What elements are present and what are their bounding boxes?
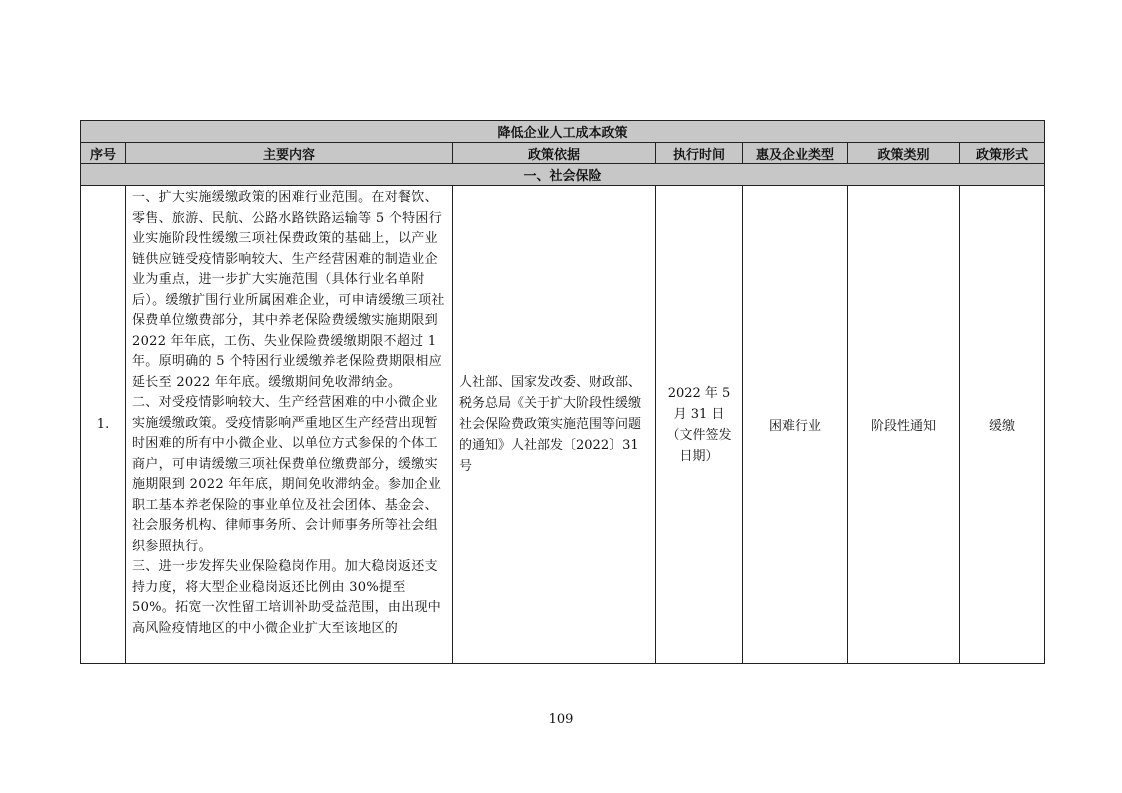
table-title: 降低企业人工成本政策 [81,121,1045,143]
header-index: 序号 [81,143,126,164]
header-content: 主要内容 [126,143,453,164]
row-basis-cell [453,186,656,664]
content-paragraph: 三、进一步发挥失业保险稳岗作用。加大稳岗返还支持力度，将大型企业稳岗返还比例由 30%提至 50%。拓宽一次性留工培训补助受益范围，由出现中高风险疫情地区的中小微企业扩大至该地区的 [132,559,442,636]
section-title: 一、社会保险 [81,164,1045,186]
table-title-row [81,121,1045,143]
row-enterprise-type: 困难行业 [743,186,848,664]
header-enterprise-type: 惠及企业类型 [743,143,848,164]
row-time: 2022 年 5 月 31 日（文件签发日期） [666,385,732,464]
policy-table [80,120,1045,664]
section-row [81,164,1045,186]
header-category: 政策类别 [848,143,960,164]
row-time-cell [656,186,743,664]
header-basis: 政策依据 [453,143,656,164]
table-header-row [81,143,1045,164]
row-form: 缓缴 [960,186,1045,664]
content-paragraph: 二、对受疫情影响较大、生产经营困难的中小微企业实施缓缴政策。受疫情影响严重地区生产经营出现暂时困难的所有中小微企业、以单位方式参保的个体工商户，可申请缓缴三项社保费单位缴费部分，缓缴实施期限到 2022 年年底，期间免收滞纳金。参加企业职工基本养老保险的事业单位及社会团体、基金会、社会服务机构、律师事务所、会计师事务所等社会组织参照执行。 [132,395,442,554]
header-time: 执行时间 [656,143,743,164]
content-paragraph: 一、扩大实施缓缴政策的困难行业范围。在对餐饮、零售、旅游、民航、公路水路铁路运输等 5 个特困行业实施阶段性缓缴三项社保费政策的基础上，以产业链供应链受疫情影响较大、生产经营困难的制造业企业为重点，进一步扩大实施范围（具体行业名单附后）。缓缴扩围行业所属困难企业，可申请缓缴三项社保费单位缴费部分，其中养老保险费缓缴实施期限到 2022 年年底，工伤、失业保险费缓缴期限不超过 1 年。原明确的 5 个特困行业缓缴养老保险费期限相应延长至 2022 年年底。缓缴期间免收滞纳金。 [132,190,445,390]
table-row [81,186,1045,664]
row-content [126,186,452,639]
row-category: 阶段性通知 [848,186,960,664]
row-basis: 人社部、国家发改委、财政部、税务总局《关于扩大阶段性缓缴社会保险费政策实施范围等问题的通知》人社部发〔2022〕31 号 [459,375,642,474]
page-number: 109 [548,712,574,727]
row-content-cell [126,186,453,664]
row-index: 1. [81,186,126,664]
header-form: 政策形式 [960,143,1045,164]
